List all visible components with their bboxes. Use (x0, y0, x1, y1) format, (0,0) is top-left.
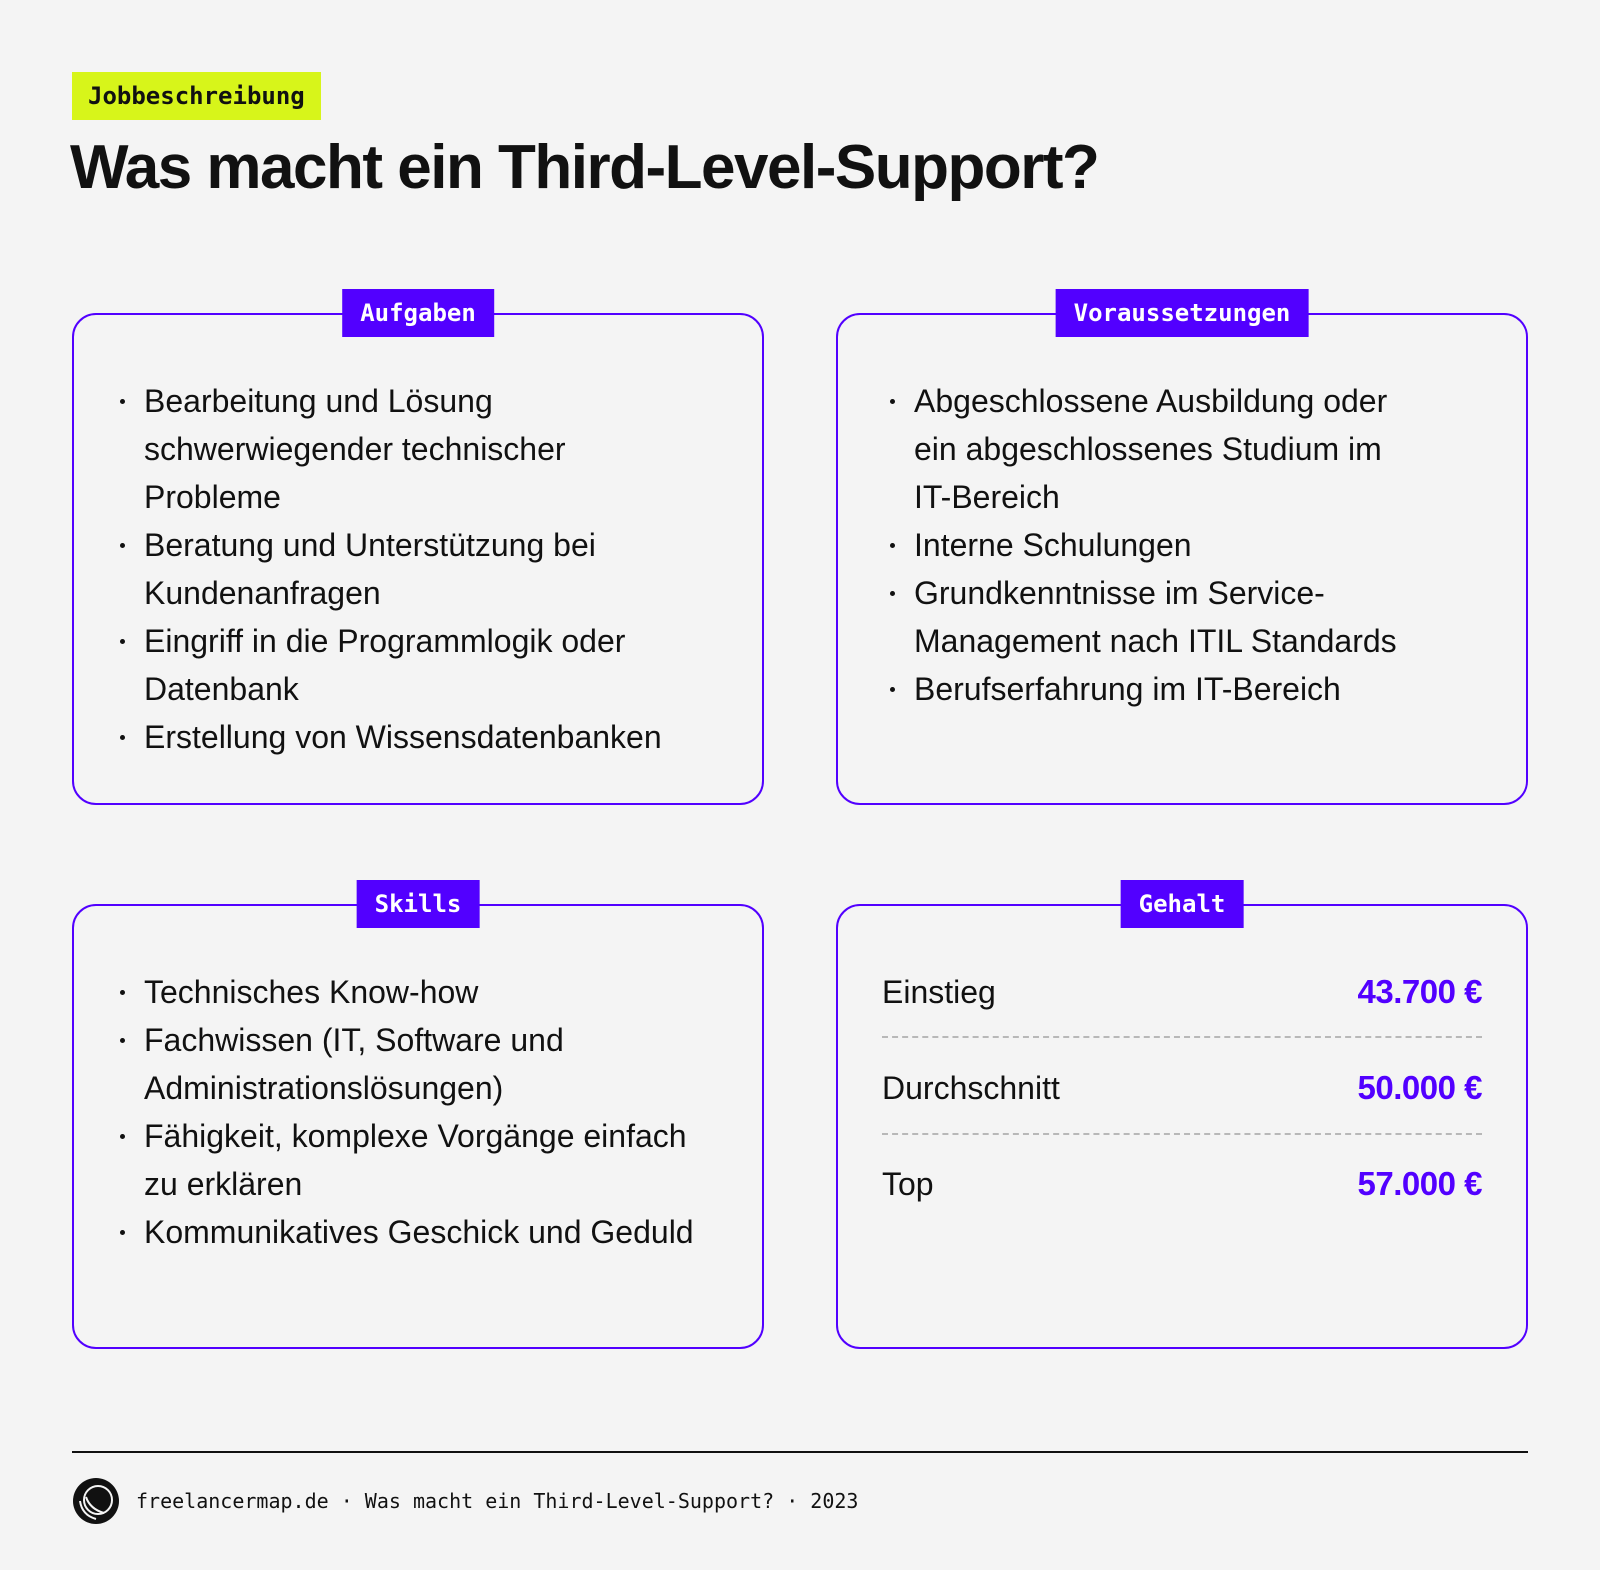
list-item: Bearbeitung und Lösung schwerwiegender technischer Probleme (118, 377, 698, 521)
card-voraussetzungen (836, 299, 1528, 805)
list-item: Abgeschlossene Ausbildung oder ein abgeschlossenes Studium im IT-Bereich (888, 377, 1428, 521)
list-item: Interne Schulungen (888, 521, 1428, 569)
category-tag: Jobbeschreibung (72, 72, 321, 120)
salary-value: 57.000 € (1357, 1165, 1482, 1202)
list-item: Grundkenntnisse im Service-Management nach ITIL Standards (888, 569, 1428, 665)
list-item: Fachwissen (IT, Software und Administrationslösungen) (118, 1016, 728, 1112)
card-gehalt (836, 890, 1528, 1349)
salary-row-top (882, 1160, 1482, 1208)
footer (72, 1477, 858, 1525)
salary-value: 50.000 € (1357, 1069, 1482, 1106)
card-label-skills: Skills (357, 880, 480, 928)
footer-divider (72, 1451, 1528, 1453)
salary-label: Durchschnitt (882, 1069, 1060, 1106)
divider (882, 1036, 1482, 1038)
salary-value: 43.700 € (1357, 973, 1482, 1010)
list-item: Beratung und Unterstützung bei Kundenanfragen (118, 521, 698, 617)
divider (882, 1133, 1482, 1135)
salary-row-einstieg (882, 968, 1482, 1016)
list-item: Technisches Know-how (118, 968, 728, 1016)
list-item: Erstellung von Wissensdatenbanken (118, 713, 698, 761)
salary-row-durchschnitt (882, 1064, 1482, 1112)
list-item: Fähigkeit, komplexe Vorgänge einfach zu erklären (118, 1112, 728, 1208)
aufgaben-list (118, 377, 698, 761)
card-aufgaben (72, 299, 764, 805)
list-item: Eingriff in die Programmlogik oder Datenbank (118, 617, 698, 713)
freelancermap-logo-icon (72, 1477, 120, 1525)
voraussetzungen-list (888, 377, 1428, 713)
list-item: Berufserfahrung im IT-Bereich (888, 665, 1428, 713)
list-item: Kommunikatives Geschick und Geduld (118, 1208, 728, 1256)
footer-text: freelancermap.de · Was macht ein Third-Level-Support? · 2023 (136, 1489, 859, 1513)
salary-label: Top (882, 1165, 934, 1202)
card-label-gehalt: Gehalt (1121, 880, 1244, 928)
skills-list (118, 968, 728, 1256)
page-title: Was macht ein Third-Level-Support? (70, 133, 1099, 202)
card-label-voraussetzungen: Voraussetzungen (1056, 289, 1309, 337)
card-label-aufgaben: Aufgaben (342, 289, 494, 337)
card-skills (72, 890, 764, 1349)
salary-label: Einstieg (882, 973, 996, 1010)
